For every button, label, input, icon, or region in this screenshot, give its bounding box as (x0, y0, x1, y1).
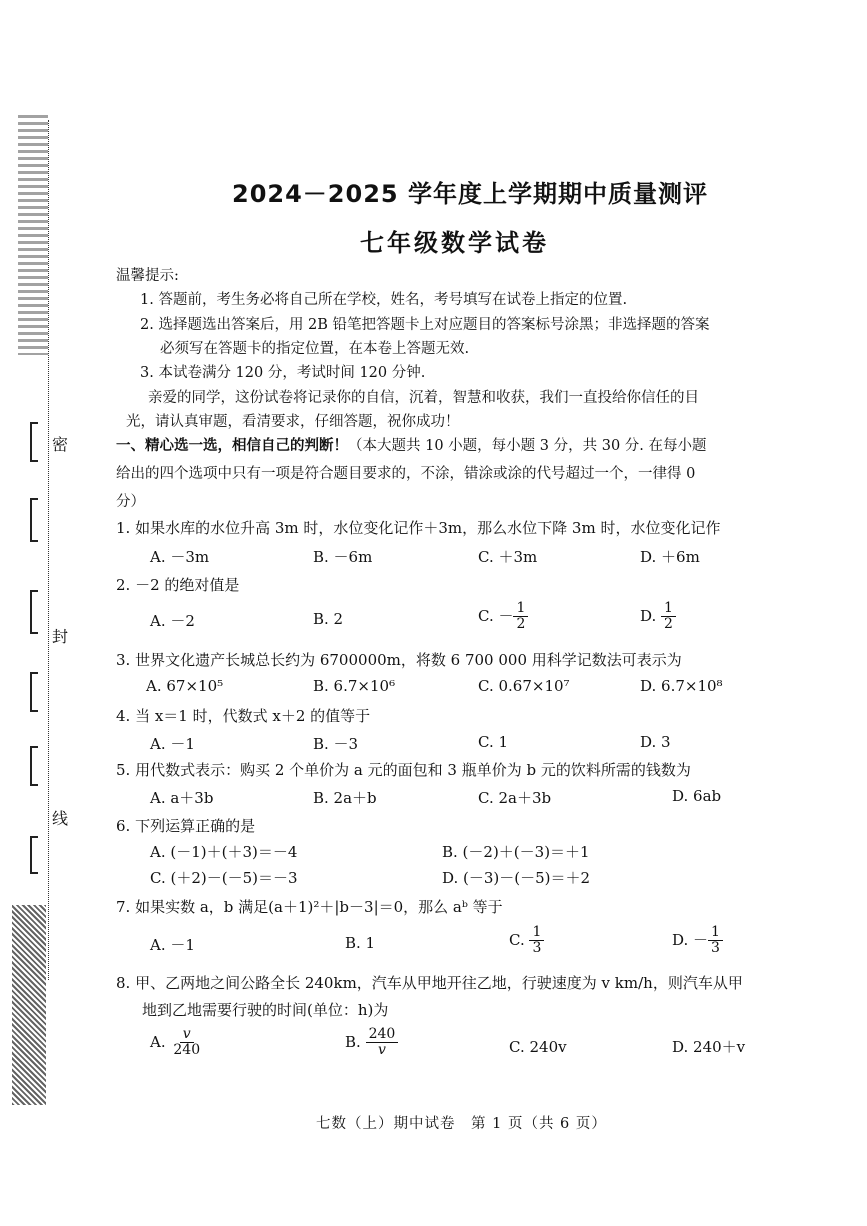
question-stem: 8. 甲、乙两地之间公路全长 240km，汽车从甲地开往乙地，行驶速度为 v km/h，则汽车从甲 (116, 974, 743, 992)
fraction-denominator: 3 (532, 940, 542, 957)
option-c: C. ＋3m (478, 548, 538, 566)
binding-bracket (30, 746, 38, 786)
question-stem: 2. －2 的绝对值是 (116, 576, 240, 594)
option-d: D. 6.7×10⁸ (640, 677, 723, 695)
binding-bracket (30, 498, 38, 542)
fraction-numerator: 1 (513, 601, 528, 617)
option-c (509, 925, 544, 957)
exam-title: 2024－2025 学年度上学期期中质量测评 (232, 180, 708, 208)
fraction-numerator: 240 (366, 1027, 399, 1043)
fraction (170, 1027, 203, 1059)
option-b: B. 2a＋b (313, 789, 377, 807)
option-c-label: C. (509, 930, 530, 949)
section-instructions: 分） (116, 494, 145, 510)
fraction-numerator: 1 (661, 601, 676, 617)
option-b: B. 2 (313, 610, 344, 628)
question-stem: 3. 世界文化遗产长城总长约为 6700000m，将数 6 700 000 用科学记数法可表示为 (116, 651, 682, 669)
section-instructions: 给出的四个选项中只有一项是符合题目要求的，不涂，错涂或涂的代号超过一个，一律得 0 (116, 466, 696, 482)
section-instructions: （本大题共 10 小题，每小题 3 分，共 30 分. 在每小题 (348, 438, 707, 454)
option-d: D. (－3)－(－5)＝＋2 (442, 869, 591, 887)
fraction (513, 601, 528, 633)
option-a-label: A. (150, 1032, 171, 1051)
option-c: C. 0.67×10⁷ (478, 677, 570, 695)
binding-char-xian: 线 (52, 809, 69, 828)
tip-item: 亲爱的同学，这份试卷将记录你的自信，沉着，智慧和收获，我们一直投给你信任的目 (148, 390, 699, 406)
fraction-denominator: 3 (711, 940, 720, 957)
fraction-denominator: 240 (173, 1042, 201, 1059)
question-stem: 4. 当 x＝1 时，代数式 x＋2 的值等于 (116, 707, 371, 725)
tip-item: 2. 选择题选出答案后，用 2B 铅笔把答题卡上对应题目的答案标号涂黑；非选择题的答案 (140, 317, 710, 333)
binding-bracket (30, 836, 38, 874)
question-stem: 6. 下列运算正确的是 (116, 817, 256, 835)
option-d (672, 925, 723, 957)
binding-bracket (30, 672, 38, 712)
option-c: C. (＋2)－(－5)＝－3 (150, 869, 298, 887)
fraction-numerator: v (180, 1027, 194, 1043)
option-d: D. 6ab (672, 787, 722, 805)
question-stem: 1. 如果水库的水位升高 3m 时，水位变化记作＋3m，那么水位下降 3m 时，水位变化记作 (116, 519, 721, 537)
option-b (345, 1027, 398, 1059)
fraction-denominator: 2 (664, 616, 673, 633)
fraction (529, 925, 544, 957)
binding-char-feng: 封 (52, 627, 69, 646)
binding-bracket (30, 422, 38, 462)
option-d: D. 240＋v (672, 1038, 746, 1056)
option-b: B. 6.7×10⁶ (313, 677, 396, 695)
fraction-numerator: 1 (708, 925, 723, 941)
binding-noise-bottom (12, 905, 46, 1105)
option-d (640, 601, 676, 633)
option-d: D. ＋6m (640, 548, 700, 566)
option-c-label: C. － (478, 606, 514, 625)
option-c: C. 1 (478, 733, 509, 751)
section-heading-line (116, 434, 707, 455)
binding-char-mi: 密 (52, 435, 69, 454)
option-a: A. (－1)＋(＋3)＝－4 (150, 843, 298, 861)
tip-item: 必须写在答题卡的指定位置，在本卷上答题无效. (160, 341, 470, 357)
option-b: B. (－2)＋(－3)＝＋1 (442, 843, 590, 861)
option-a: A. －1 (150, 936, 195, 954)
option-a: A. －1 (150, 735, 195, 753)
option-b: B. －6m (313, 548, 373, 566)
question-stem-cont: 地到乙地需要行驶的时间(单位：h)为 (142, 1001, 389, 1019)
option-c (478, 601, 528, 633)
option-a: A. a＋3b (150, 789, 214, 807)
section-heading: 一、精心选一选，相信自己的判断！ (116, 438, 348, 454)
question-stem: 5. 用代数式表示：购买 2 个单价为 a 元的面包和 3 瓶单价为 b 元的饮料所需的钱数为 (116, 761, 691, 779)
fraction-numerator: 1 (529, 925, 544, 941)
fraction (708, 925, 723, 957)
option-c: C. 240v (509, 1038, 567, 1056)
option-a: A. 67×10⁵ (146, 677, 224, 695)
option-d-label: D. (640, 606, 662, 625)
fraction-denominator: v (377, 1042, 386, 1059)
question-stem: 7. 如果实数 a，b 满足(a＋1)²＋|b－3|＝0，那么 aᵇ 等于 (116, 898, 503, 916)
option-b: B. －3 (313, 735, 359, 753)
fraction (366, 1027, 399, 1059)
option-a: A. －2 (150, 612, 195, 630)
option-a (150, 1027, 203, 1059)
fraction (661, 601, 676, 633)
option-d-label: D. － (672, 930, 709, 949)
tip-item: 1. 答题前，考生务必将自己所在学校，姓名，考号填写在试卷上指定的位置. (140, 292, 628, 308)
option-b: B. 1 (345, 934, 376, 952)
tips-heading: 温馨提示: (116, 268, 179, 284)
binding-bracket (30, 590, 38, 634)
tip-item: 光，请认真审题，看清要求，仔细答题，祝你成功！ (126, 414, 460, 430)
option-a: A. －3m (150, 548, 210, 566)
binding-line (48, 120, 49, 980)
fraction-denominator: 2 (516, 616, 526, 633)
page-footer: 七数（上）期中试卷 第 1 页（共 6 页） (316, 1116, 607, 1132)
tip-item: 3. 本试卷满分 120 分，考试时间 120 分钟. (140, 365, 426, 381)
option-b-label: B. (345, 1032, 366, 1051)
option-c: C. 2a＋3b (478, 789, 552, 807)
exam-subtitle: 七年级数学试卷 (360, 229, 549, 257)
option-d: D. 3 (640, 733, 671, 751)
binding-noise-top (18, 115, 48, 355)
